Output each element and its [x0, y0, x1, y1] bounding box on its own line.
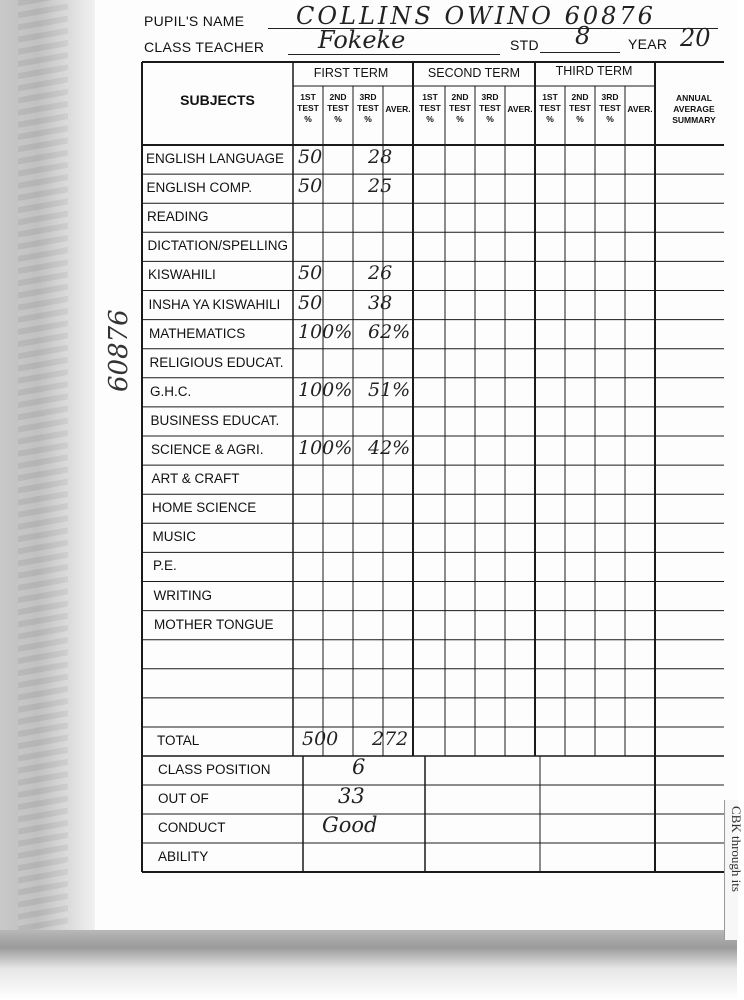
subject-name: G.H.C.	[150, 383, 192, 399]
pupil-name-value: COLLINS OWINO 60876	[296, 2, 656, 30]
subject-name: P.E.	[153, 558, 177, 574]
year-value: 20	[680, 24, 711, 52]
third-test-score: 51%	[368, 378, 411, 401]
subject-name: INSHA YA KISWAHILI	[148, 296, 281, 312]
third-test-score: 62%	[368, 320, 411, 343]
test-subheader: 2ND	[451, 92, 469, 102]
test-subheader: %	[456, 114, 464, 124]
attached-slip-text: CBK through its	[729, 806, 744, 892]
test-subheader: 2ND	[571, 92, 589, 102]
test-subheader: TEST	[599, 103, 621, 113]
test-subheader: %	[334, 114, 342, 124]
summary-label: ABILITY	[158, 849, 209, 864]
class-teacher-label: CLASS TEACHER	[144, 39, 265, 55]
test-subheader: TEST	[419, 103, 441, 113]
subject-name: ENGLISH COMP.	[146, 180, 253, 196]
first-test-score: 100%	[298, 437, 353, 459]
term-second: SECOND TERM	[427, 66, 521, 80]
third-test-score: 28	[368, 146, 393, 168]
test-subheader: %	[576, 114, 584, 124]
std-value: 8	[575, 22, 591, 50]
class-teacher-value: Fokeke	[318, 26, 406, 54]
test-subheader: TEST	[539, 103, 561, 113]
subject-name: MOTHER TONGUE	[154, 616, 274, 632]
first-test-score: 50	[298, 262, 323, 285]
total-first-test: 500	[302, 728, 339, 750]
subject-name: READING	[147, 209, 209, 225]
test-subheader: 3RD	[481, 92, 499, 102]
subject-name: ENGLISH LANGUAGE	[146, 151, 285, 166]
summary-value: 6	[352, 755, 366, 779]
first-test-score: 100%	[298, 320, 353, 343]
annual-header-3: SUMMARY	[672, 115, 716, 125]
test-subheader: %	[486, 114, 494, 124]
test-subheader: TEST	[327, 103, 349, 113]
subject-name: BUSINESS EDUCAT.	[150, 412, 280, 428]
test-subheader: TEST	[357, 103, 379, 113]
third-test-score: 42%	[368, 437, 411, 459]
test-subheader: %	[304, 114, 312, 124]
test-subheader: 1ST	[300, 92, 316, 102]
first-test-score: 50	[298, 291, 323, 314]
test-subheader: %	[606, 114, 614, 124]
term-third: THIRD TERM	[555, 64, 633, 78]
subject-name: SCIENCE & AGRI.	[151, 442, 264, 457]
third-test-score: 26	[368, 262, 393, 285]
test-subheader: AVER.	[507, 104, 533, 114]
test-subheader: AVER.	[385, 104, 411, 114]
annual-header-2: AVERAGE	[673, 104, 715, 114]
third-test-score: 25	[368, 175, 393, 198]
year-label: YEAR	[628, 36, 668, 52]
summary-label: OUT OF	[158, 791, 209, 806]
summary-value: Good	[322, 813, 378, 837]
pupil-name-label: PUPIL'S NAME	[144, 13, 245, 29]
test-subheader: AVER.	[627, 104, 653, 114]
first-test-score: 50	[298, 146, 323, 168]
subject-name: ART & CRAFT	[151, 471, 240, 487]
third-test-score: 38	[368, 291, 393, 314]
margin-handwritten-number: 60876	[104, 309, 134, 392]
subject-name: MUSIC	[152, 529, 196, 545]
first-test-score: 100%	[298, 378, 353, 401]
test-subheader: 2ND	[329, 92, 347, 102]
annual-header-1: ANNUAL	[676, 93, 712, 103]
subject-name: HOME SCIENCE	[152, 500, 257, 516]
summary-label: CLASS POSITION	[158, 762, 271, 777]
first-test-score: 50	[298, 175, 323, 198]
test-subheader: 3RD	[601, 92, 619, 102]
test-subheader: TEST	[449, 103, 471, 113]
test-subheader: %	[546, 114, 554, 124]
subject-name: DICTATION/SPELLING	[147, 238, 289, 254]
subject-name: KISWAHILI	[148, 267, 216, 283]
test-subheader: %	[364, 114, 372, 124]
test-subheader: TEST	[297, 103, 319, 113]
term-first: FIRST TERM	[313, 66, 389, 80]
total-label: TOTAL	[157, 733, 200, 748]
test-subheader: %	[426, 114, 434, 124]
subjects-header: SUBJECTS	[180, 92, 255, 108]
total-third-test: 272	[372, 728, 409, 750]
std-label: STD	[510, 37, 539, 53]
test-subheader: 1ST	[542, 92, 558, 102]
test-subheader: 3RD	[359, 92, 377, 102]
test-subheader: TEST	[479, 103, 501, 113]
summary-value: 33	[338, 784, 365, 808]
subject-name: RELIGIOUS EDUCAT.	[149, 354, 284, 370]
test-subheader: 1ST	[422, 92, 438, 102]
subject-name: MATHEMATICS	[149, 325, 246, 341]
summary-label: CONDUCT	[158, 820, 226, 835]
test-subheader: TEST	[569, 103, 591, 113]
subject-name: WRITING	[153, 587, 212, 603]
